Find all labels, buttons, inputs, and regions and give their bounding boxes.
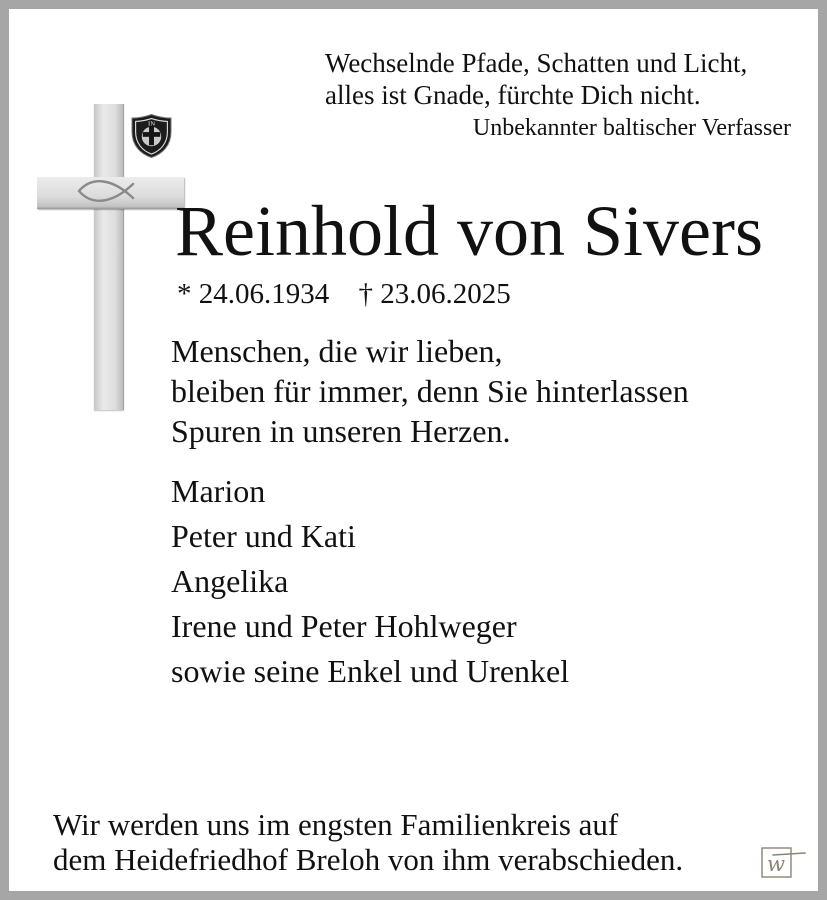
- life-dates: [177, 277, 511, 311]
- poem-line: Spuren in unseren Herzen.: [171, 413, 511, 449]
- quote-line: Wechselnde Pfade, Schatten und Licht,: [325, 48, 748, 78]
- death-date: † 23.06.2025: [358, 278, 511, 310]
- publisher-mark-icon: [761, 844, 807, 880]
- closing-line: Wir werden uns im engsten Familienkreis auf: [53, 807, 619, 842]
- quote-block: [325, 47, 791, 143]
- closing-statement: [53, 807, 683, 877]
- crest-inscription: IN: [147, 120, 156, 128]
- cross-vertical-bar: [94, 104, 124, 410]
- mourner-item: Marion: [171, 473, 266, 509]
- mourner-item: sowie seine Enkel und Urenkel: [171, 653, 570, 689]
- poem-line: bleiben für immer, denn Sie hinterlassen: [171, 373, 689, 409]
- mourner-item: Peter und Kati: [171, 518, 356, 554]
- ichthys-fish-icon: [77, 180, 137, 202]
- publisher-letter: w: [767, 852, 785, 876]
- mourners-list: [171, 469, 569, 694]
- quote-author: Unbekannter baltischer Verfasser: [472, 115, 791, 141]
- quote-line: alles ist Gnade, fürchte Dich nicht.: [325, 80, 701, 110]
- mourner-item: Angelika: [171, 563, 289, 599]
- shield-crest-icon: [131, 113, 172, 159]
- mourner-item: Irene und Peter Hohlweger: [171, 608, 517, 644]
- memorial-poem: [171, 331, 689, 451]
- deceased-name: Reinhold von Sivers: [175, 191, 763, 271]
- birth-date: * 24.06.1934: [177, 278, 330, 310]
- closing-line: dem Heidefriedhof Breloh von ihm verabschieden.: [53, 842, 684, 877]
- poem-line: Menschen, die wir lieben,: [171, 333, 503, 369]
